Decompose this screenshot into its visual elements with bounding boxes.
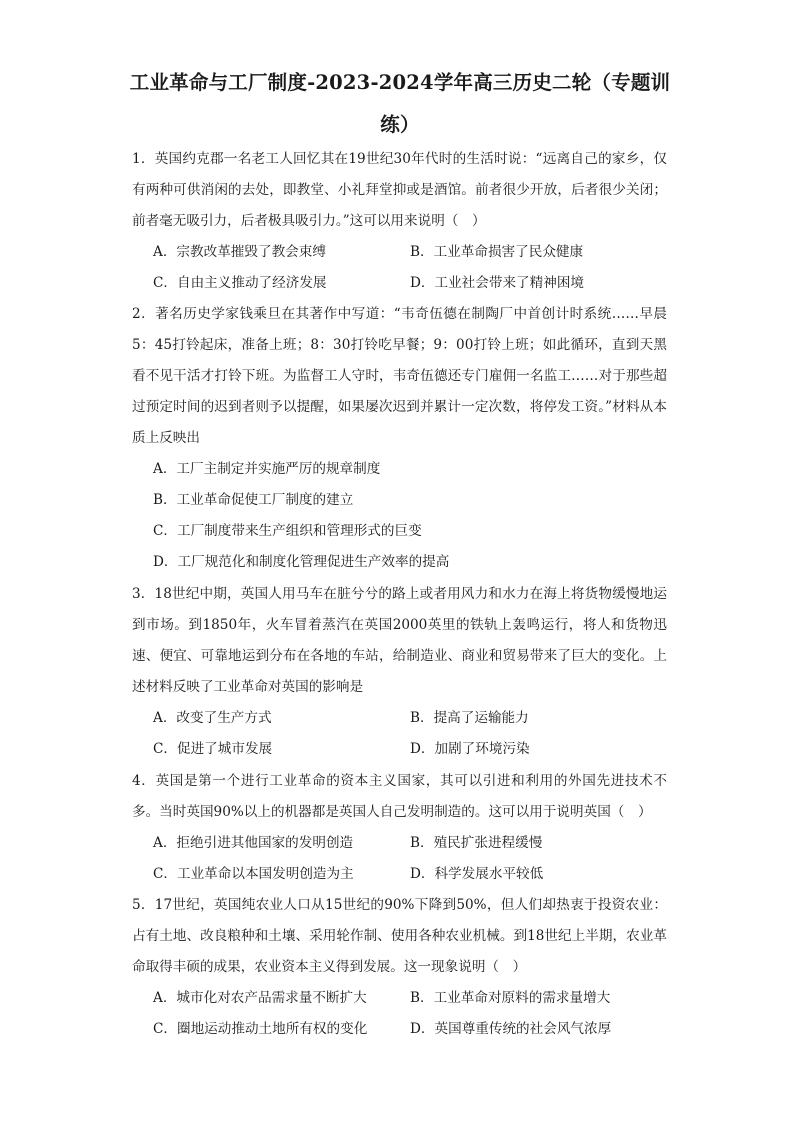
question-stem: 1．英国约克郡一名老工人回忆其在19世纪30年代时的生活时说：“远离自己的家乡，仅有两种可供消闲的去处，即教堂、小礼拜堂抑或是酒馆。前者很少开放，后者很少关闭；前者毫无吸引力，后者极具吸引力。”这可以用来说明（ ）	[132, 151, 667, 229]
question-5	[132, 890, 667, 983]
option-d[interactable]: D．英国尊重传统的社会风气浓厚	[410, 1021, 612, 1037]
option-a[interactable]: A．改变了生产方式	[153, 710, 272, 726]
option-b[interactable]: B．工业革命损害了民众健康	[410, 244, 584, 260]
option-a[interactable]: A．拒绝引进其他国家的发明创造	[153, 835, 354, 851]
question-4	[132, 766, 667, 828]
question-stem: 5．17世纪，英国纯农业人口从15世纪的90%下降到50%，但人们却热衷于投资农业：占有土地、改良粮种和土壤、采用轮作制、使用各种农业机械。到18世纪上半期，农业革命取得丰硕的成果，农业资本主义得到发展。这一现象说明（ ）	[132, 897, 667, 975]
option-c[interactable]: C．工厂制度带来生产组织和管理形式的巨变	[153, 523, 422, 539]
question-2	[132, 299, 667, 454]
option-a[interactable]: A．工厂主制定并实施严厉的规章制度	[153, 461, 381, 477]
question-3	[132, 579, 667, 703]
question-stem: 4．英国是第一个进行工业革命的资本主义国家，其可以引进和利用的外国先进技术不多。当时英国90%以上的机器都是英国人自己发明制造的。这可以用于说明英国（ ）	[132, 773, 667, 820]
option-d[interactable]: D．科学发展水平较低	[410, 866, 544, 882]
option-d[interactable]: D．工业社会带来了精神困境	[410, 275, 585, 291]
option-a[interactable]: A．宗教改革摧毁了教会束缚	[153, 244, 326, 260]
option-b[interactable]: B．工业革命对原料的需求量增大	[410, 990, 611, 1006]
page-title: 工业革命与工厂制度-2023-2024学年高三历史二轮（专题训练）	[129, 71, 671, 136]
option-d[interactable]: D．工厂规范化和制度化管理促进生产效率的提高	[153, 554, 450, 570]
option-b[interactable]: B．提高了运输能力	[410, 710, 529, 726]
question-stem: 3．18世纪中期，英国人用马车在脏兮兮的路上或者用风力和水力在海上将货物缓慢地运到市场。到1850年，火车冒着蒸汽在英国2000英里的铁轨上轰鸣运行，将人和货物迅速、便宜、可靠地运到分布在各地的车站，给制造业、商业和贸易带来了巨大的变化。上述材料反映了工业革命对英国的影响是	[132, 586, 667, 695]
question-stem: 2．著名历史学家钱乘旦在其著作中写道：“韦奇伍德在制陶厂中首创计时系统……早晨5：45打铃起床，准备上班；8：30打铃吃早餐；9：00打铃上班；如此循环，直到天黑看不见干活才打铃下班。为监督工人守时，韦奇伍德还专门雇佣一名监工……对于那些超过预定时间的迟到者则予以提醒，如果屡次迟到并累计一定次数，将停发工资。”材料从本质上反映出	[132, 306, 667, 446]
option-c[interactable]: C．促进了城市发展	[153, 741, 273, 757]
option-b[interactable]: B．工业革命促使工厂制度的建立	[153, 492, 354, 508]
option-a[interactable]: A．城市化对农产品需求量不断扩大	[153, 990, 367, 1006]
option-d[interactable]: D．加剧了环境污染	[410, 741, 530, 757]
option-c[interactable]: C．工业革命以本国发明创造为主	[153, 866, 354, 882]
question-1	[132, 144, 667, 237]
option-c[interactable]: C．圈地运动推动土地所有权的变化	[153, 1021, 368, 1037]
option-c[interactable]: C．自由主义推动了经济发展	[153, 275, 327, 291]
option-b[interactable]: B．殖民扩张进程缓慢	[410, 835, 543, 851]
